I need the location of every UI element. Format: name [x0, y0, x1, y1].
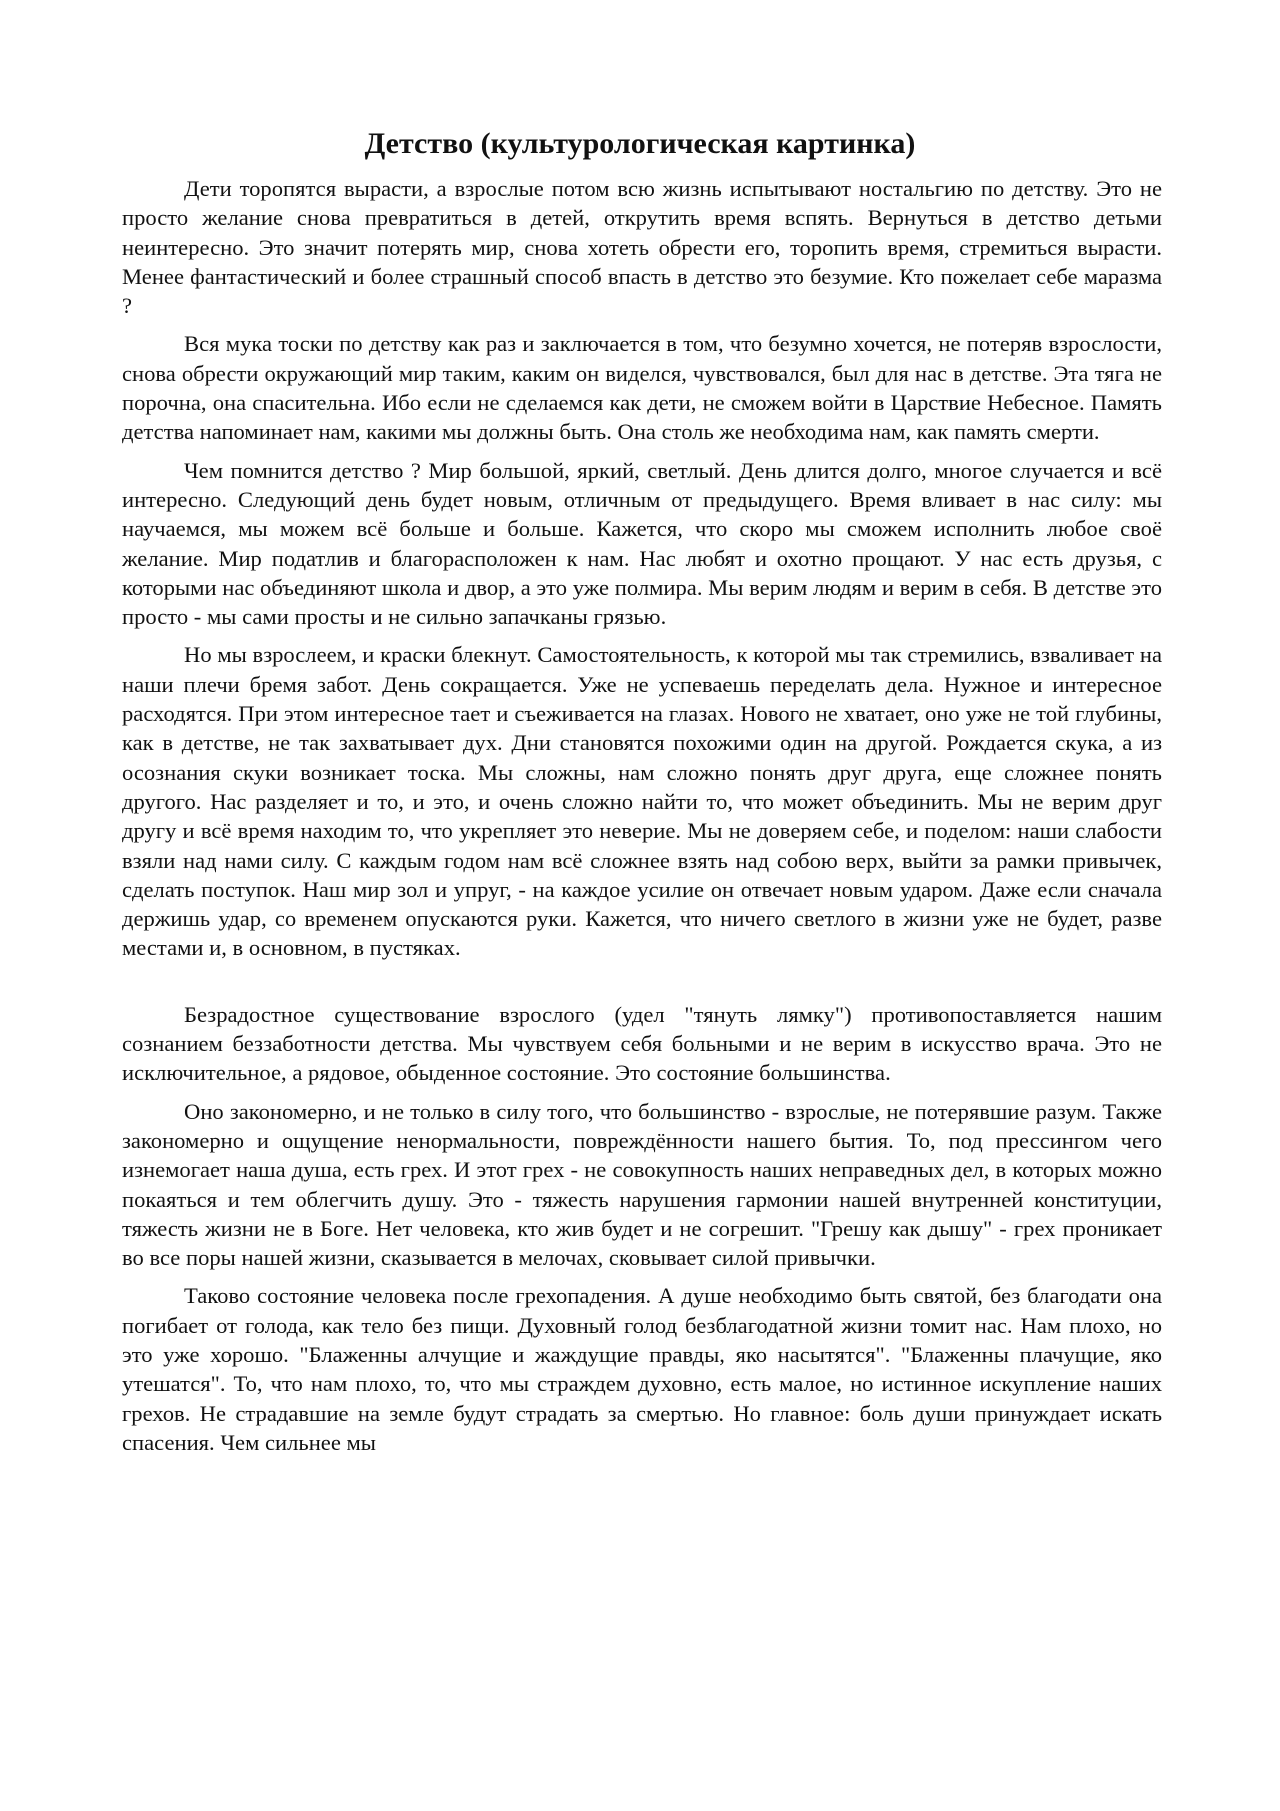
paragraph-4: Но мы взрослеем, и краски блекнут. Самостоятельность, к которой мы так стремились, взваливает на наши плечи бремя забот. День сокращается. Уже не успеваешь переделать дела. Нужное и интересное расходятся. При этом интересное тает и съеживается на глазах. Нового не хватает, оно уже не той глубины, как в детстве, не так захватывает дух. Дни становятся похожими один на другой. Рождается скука, а из осознания скуки возникает тоска. Мы сложны, нам сложно понять друг друга, еще сложнее понять другого. Нас разделяет и то, и это, и очень сложно найти то, что может объединить. Мы не верим друг другу и всё время находим то, что укрепляет это неверие. Мы не доверяем себе, и поделом: наши слабости взяли над нами силу. С каждым годом нам всё сложнее взять над собою верх, выйти за рамки привычек, сделать поступок. Наш мир зол и упруг, - на каждое усилие он отвечает новым ударом. Даже если сначала держишь удар, со временем опускаются руки. Кажется, что ничего светлого в жизни уже не будет, разве местами и, в основном, в пустяках. — [122, 642, 1162, 961]
paragraph-1: Дети торопятся вырасти, а взрослые потом всю жизнь испытывают ностальгию по детству. Это не просто желание снова превратиться в детей, открутить время вспять. Вернуться в детство детьми неинтересно. Это значит потерять мир, снова хотеть обрести его, торопить время, стремиться вырасти. Менее фантастический и более страшный способ впасть в детство это безумие. Кто пожелает себе маразма ? — [122, 176, 1162, 319]
paragraph-5: Безрадостное существование взрослого (удел "тянуть лямку") противопоставляется нашим сознанием беззаботности детства. Мы чувствуем себя больными и не верим в искусство врача. Это не исключительное, а рядовое, обыденное состояние. Это состояние большинства. — [122, 1001, 1162, 1086]
document-title: Детство (культурологическая картинка) — [364, 127, 916, 160]
paragraph-7: Таково состояние человека после грехопадения. А душе необходимо быть святой, без благодати она погибает от голода, как тело без пищи. Духовный голод безблагодатной жизни томит нас. Нам плохо, но это уже хорошо. "Блаженны алчущие и жаждущие правды, яко насытятся". "Блаженны плачущие, яко утешатся". То, что нам плохо, то, что мы страждем духовно, есть малое, но истинное искупление наших грехов. Не страдавшие на земле будут страдать за смертью. Но главное: боль души принуждает искать спасения. Чем сильнее мы — [122, 1283, 1162, 1455]
paragraph-2: Вся мука тоски по детству как раз и заключается в том, что безумно хочется, не потеряв взрослости, снова обрести окружающий мир таким, каким он виделся, чувствовался, был для нас в детстве. Эта тяга не порочна, она спасительна. Ибо если не сделаемся как дети, не сможем войти в Царствие Небесное. Память детства напоминает нам, какими мы должны быть. Она столь же необходима нам, как память смерти. — [122, 331, 1162, 445]
paragraph-3: Чем помнится детство ? Мир большой, яркий, светлый. День длится долго, многое случается и всё интересно. Следующий день будет новым, отличным от предыдущего. Время вливает в нас силу: мы научаемся, мы можем всё больше и больше. Кажется, что скоро мы сможем исполнить любое своё желание. Мир податлив и благорасположен к нам. Нас любят и охотно прощают. У нас есть друзья, с которыми нас объединяют школа и двор, а это уже полмира. Мы верим людям и верим в себя. В детстве это просто - мы сами просты и не сильно запачканы грязью. — [122, 457, 1162, 630]
paragraph-6: Оно закономерно, и не только в силу того, что большинство - взрослые, не потерявшие разум. Также закономерно и ощущение ненормальности, повреждённости нашего бытия. То, под прессингом чего изнемогает наша душа, есть грех. И этот грех - не совокупность наших неправедных дел, в которых можно покаяться и тем облегчить душу. Это - тяжесть нарушения гармонии нашей внутренней конституции, тяжесть жизни не в Боге. Нет человека, кто жив будет и не согрешит. "Грешу как дышу" - грех проникает во все поры нашей жизни, сказывается в мелочах, сковывает силой привычки. — [122, 1098, 1162, 1271]
document-body — [122, 174, 1162, 1466]
